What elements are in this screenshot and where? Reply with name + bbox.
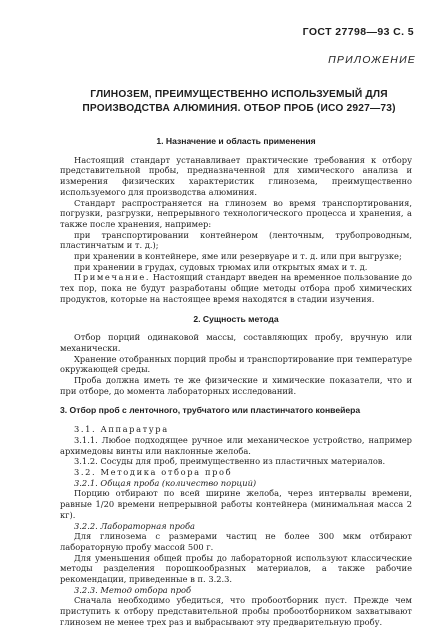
section-2-heading: 2. Сущность метода bbox=[193, 313, 279, 324]
section-1-list-item: при хранении в контейнере, яме или резервуаре и т. д. или при выгрузке; bbox=[74, 251, 402, 262]
clause-3-1-1: 3.1.1. Любое подходящее ручное или механическое устройство, например архимедовы винты или наклонные желоба. bbox=[60, 434, 412, 456]
title-line-2: ПРОИЗВОДСТВА АЛЮМИНИЯ. ОТБОР ПРОБ (ИСО 2927—73) bbox=[82, 102, 396, 114]
note-label: Примечание. bbox=[74, 272, 151, 283]
section-2-paragraph: Отбор порций одинаковой массы, составляющих пробу, вручную или механически. bbox=[60, 332, 412, 353]
section-3-heading: 3. Отбор проб с ленточного, трубчатого или пластинчатого конвейера bbox=[60, 405, 361, 416]
clause-3-2-2-heading: 3.2.2. Лабораторная проба bbox=[74, 520, 195, 531]
section-1-paragraph: Стандарт распространяется на глинозем во время транспортирования, погрузки, разгрузки, непрерывного технологического процесса и хранения, а также после хранения, например: bbox=[60, 197, 412, 229]
subsection-3-2-heading: 3.2. Методика отбора проб bbox=[74, 466, 233, 477]
title-line-1: ГЛИНОЗЕМ, ПРЕИМУЩЕСТВЕННО ИСПОЛЬЗУЕМЫЙ ДЛЯ bbox=[90, 89, 388, 100]
subsection-3-1-heading: 3.1. Аппаратура bbox=[74, 424, 169, 435]
note-text: Настоящий стандарт введен на временное пользование до тех пор, пока не будут разработаны общие методы отбора проб химических продуктов, которые на настоящее время находятся в стадии изучения. bbox=[60, 272, 412, 304]
clause-3-2-1-text: Порцию отбирают по всей ширине желоба, через интервалы времени, равные 1/20 времени непрерывной работы контейнера (минимальная масса 2 кг). bbox=[60, 488, 412, 520]
section-2-paragraph: Хранение отобранных порций пробы и транспортирование при температуре окружающей среды. bbox=[60, 353, 412, 375]
section-1-note bbox=[60, 272, 412, 304]
document-body bbox=[60, 127, 412, 628]
clause-3-2-1-heading: 3.2.1. Общая проба (количество порций) bbox=[74, 477, 257, 488]
appendix-label: ПРИЛОЖЕНИЕ bbox=[328, 54, 416, 66]
clause-3-2-2-text: Для глинозема с размерами частиц не более 300 мкм отбирают лабораторную пробу массой 500 г. bbox=[60, 531, 412, 552]
section-2-paragraph: Проба должна иметь те же физические и химические показатели, что и при отборе, до момента лабораторных исследований. bbox=[60, 375, 412, 396]
document-title bbox=[74, 88, 404, 115]
document-header: ГОСТ 27798—93 С. 5 bbox=[302, 26, 414, 38]
clause-3-1-2: 3.1.2. Сосуды для проб, преимущественно из пластичных материалов. bbox=[74, 456, 386, 467]
clause-3-2-3-text: Сначала необходимо убедиться, что пробоотборник пуст. Прежде чем приступить к отбору представительной пробы пробоотборником захватывают глинозем не менее трех раз и выбрасывают эту предварительную пробу. bbox=[60, 595, 412, 627]
clause-3-2-3-heading: 3.2.3. Метод отбора проб bbox=[74, 584, 192, 595]
clause-3-2-2-text: Для уменьшения общей пробы до лабораторной используют классические методы разделения порошкообразных материалов, а также рабочие рекомендации, приведенные в п. 3.2.3. bbox=[60, 552, 412, 585]
section-1-heading: 1. Назначение и область применения bbox=[156, 136, 316, 146]
section-1-list-item: при транспортировании контейнером (ленточным, трубопроводным, пластинчатым и т. д.); bbox=[60, 229, 412, 251]
section-1-list-item: при хранении в грудах, судовых трюмах или открытых ямах и т. д. bbox=[74, 261, 368, 272]
section-1-paragraph: Настоящий стандарт устанавливает практические требования к отбору представительной пробы, предназначенной для химического анализа и измерения физических характеристик глинозема, преимущественно используемого для производства алюминия. bbox=[60, 154, 412, 197]
